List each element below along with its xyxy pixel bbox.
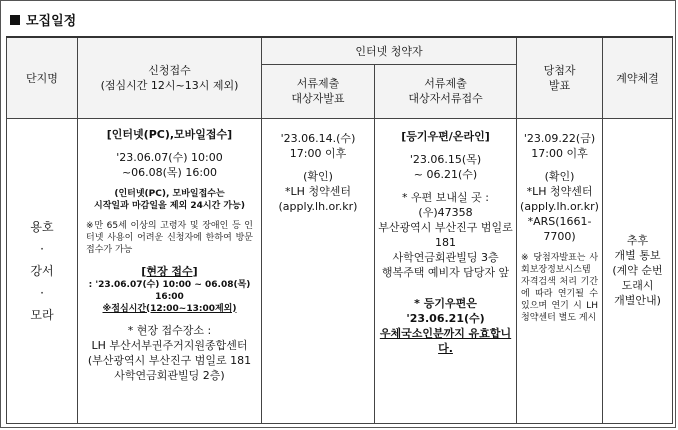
winner-cell: '23.09.22(금) 17:00 이후 (확인) *LH 청약센터 (apply.lh.or.kr) *ARS(1661-7700) ※ 당첨자발표는 사회보장정보시스템 자격검색 처리 기간에 따라 연기될 수 있으며 연기 시 LH 청약센터 별도 게시 <box>517 118 603 424</box>
doc-announce-cell: '23.06.14.(수) 17:00 이후 (확인) *LH 청약센터 (apply.lh.or.kr) <box>262 118 375 424</box>
header-doc-announce: 서류제출 대상자발표 <box>262 64 375 118</box>
header-winner: 당첨자 발표 <box>517 37 603 118</box>
header-contract: 계약체결 <box>603 37 673 118</box>
header-internet: 인터넷 청약자 <box>262 37 517 64</box>
schedule-table <box>6 36 673 424</box>
contract-cell: 추후 개별 통보 (계약 순번 도래시 개별안내) <box>603 118 673 424</box>
header-doc-submit: 서류제출 대상자서류접수 <box>375 64 517 118</box>
doc-submit-cell: [등기우편/온라인] '23.06.15(목) ~ 06.21(수) * 우편 보내실 곳 : (우)47358 부산광역시 부산진구 범일로 181 사학연금회관빌딩 3층 행복주택 예비자 담당자 앞 * 등기우편은 '23.06.21(수) 우체국소인분까지 유효합니다. <box>375 118 517 424</box>
header-application: 신청접수 (점심시간 12시~13시 제외) <box>78 37 262 118</box>
header-complex: 단지명 <box>7 37 78 118</box>
application-cell: [인터넷(PC),모바일접수] '23.06.07(수) 10:00 ~06.08(목) 16:00 (인터넷(PC), 모바일접수는 시작일과 마감일을 제외 24시간 가능) ※만 65세 이상의 고령자 및 장애인 등 인터넷 사용이 어려운 신청자에 한하여 방문접수가 가능 [현장 접수] : '23.06.07(수) 10:00 ~ 06.08(목) 16:00 ※점심시간(12:00~13:00제외) * 현장 접수장소 : LH 부산서부권주거지원종합센터 (부산광역시 부산진구 범일로 181 사학연금회관빌딩 2층) <box>78 118 262 424</box>
complex-name-cell: 용호 · 강서 · 모라 <box>7 118 78 424</box>
section-title <box>10 10 76 29</box>
section-title-text: 모집일정 <box>26 14 77 29</box>
square-bullet-icon <box>10 15 20 25</box>
